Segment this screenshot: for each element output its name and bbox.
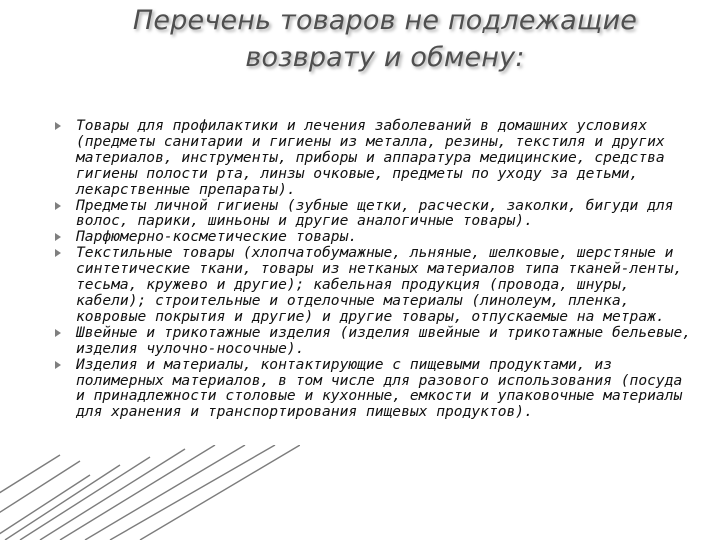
list-item-text: Предметы личной гигиены (зубные щетки, расчески, заколки, бигуди для волос, парики, шиньоны и другие аналогичные товары). [76, 196, 674, 230]
list-item [54, 357, 694, 421]
triangle-bullet-icon [55, 361, 61, 369]
triangle-bullet-icon [55, 233, 61, 241]
list-item [54, 325, 694, 357]
list-item-text: Текстильные товары (хлопчатобумажные, льняные, шелковые, шерстяные и синтетические ткани, товары из нетканых материалов типа тканей-ленты, тесьма, кружево и другие); кабельная продукция (провода, шнуры, кабели); строительные и отделочные материалы (линолеум, пленка, ковровые покрытия и другие) и другие товары, отпускаемые на метраж. [76, 244, 683, 325]
triangle-bullet-icon [55, 122, 61, 130]
list-item [54, 245, 694, 325]
items-list [54, 118, 694, 420]
list-item-text: Товары для профилактики и лечения заболеваний в домашних условиях (предметы санитарии и гигиены из металла, резины, текстиля и других материалов, инструменты, приборы и аппаратура медицинские, средства гигиены полости рта, линзы очковые, предметы по уходу за детьми, лекарственные препараты). [76, 117, 665, 198]
decorative-stripes [0, 445, 300, 540]
list-item-text: Парфюмерно-косметические товары. [76, 228, 358, 246]
triangle-bullet-icon [55, 249, 61, 257]
triangle-bullet-icon [55, 202, 61, 210]
slide-title: Перечень товаров не подлежащие возврату и обмену: [132, 5, 638, 73]
triangle-bullet-icon [55, 329, 61, 337]
list-item-text: Изделия и материалы, контактирующие с пищевыми продуктами, из полимерных материалов, в том числе для разового использования (посуда и принадлежности столовые и кухонные, емкости и упаковочные материалы для хранения и транспортирования пищевых продуктов). [76, 355, 683, 421]
list-item [54, 198, 694, 230]
list-item [54, 118, 694, 198]
list-item-text: Швейные и трикотажные изделия (изделия швейные и трикотажные бельевые, изделия чулочно-носочные). [76, 323, 692, 357]
list-item [54, 229, 694, 245]
